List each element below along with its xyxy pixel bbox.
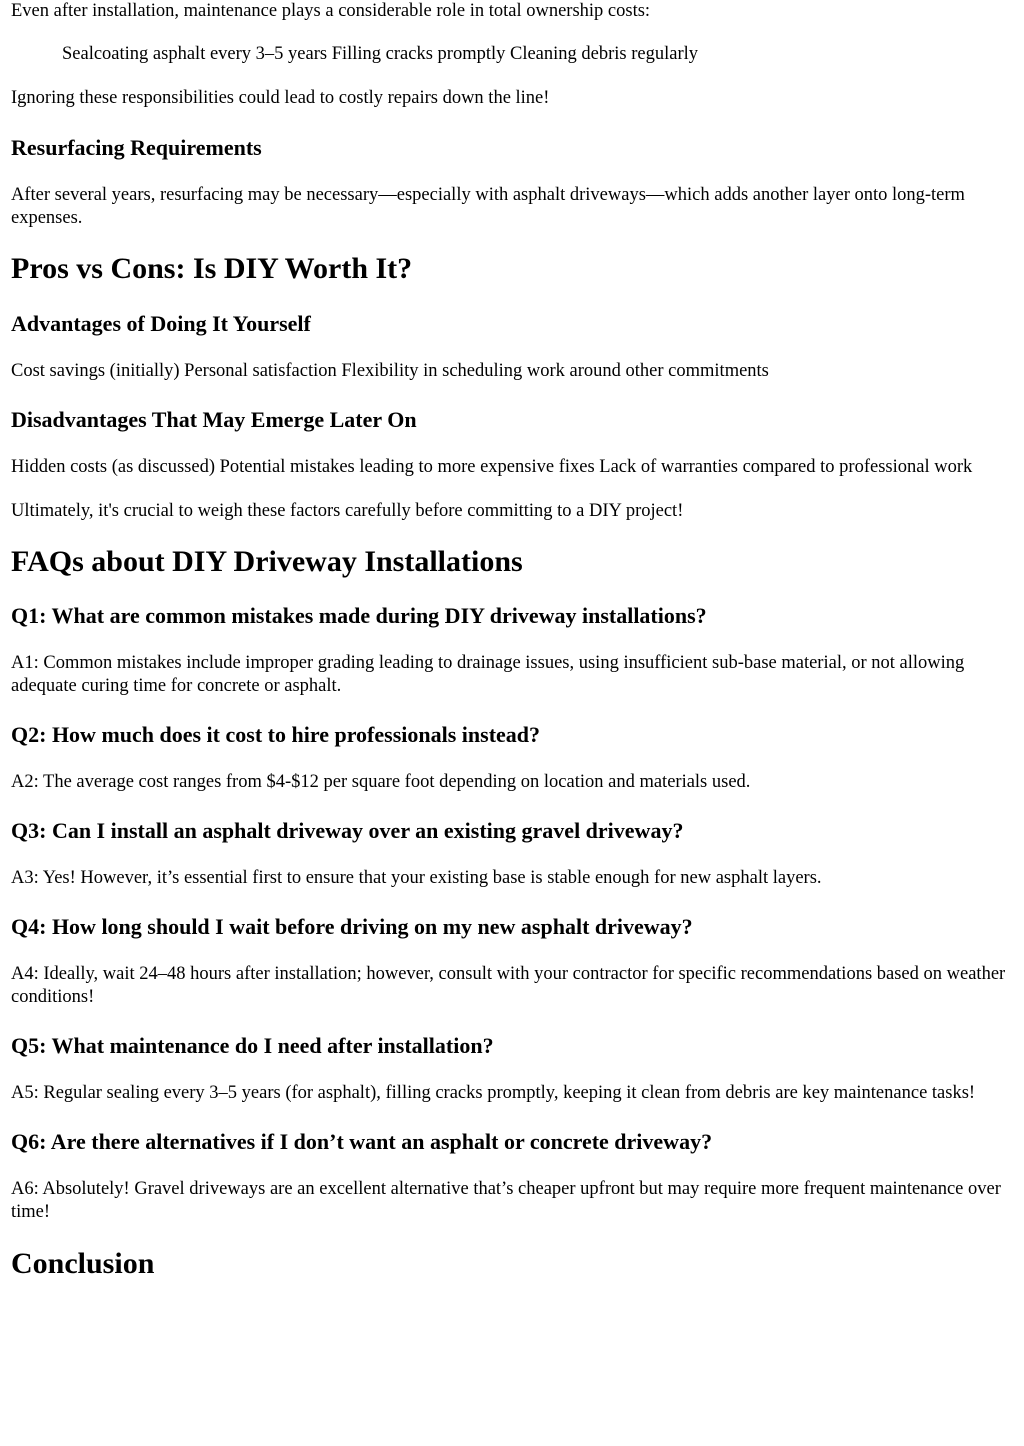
disadvantages-text: Hidden costs (as discussed) Potential mistakes leading to more expensive fixes Lack of warranties compared to professional work [11, 457, 973, 477]
resurfacing-body: After several years, resurfacing may be necessary—especially with asphalt driveways—which adds another layer onto long-term expenses. [11, 185, 965, 228]
faq-question: Q5: What maintenance do I need after installation? [11, 1033, 494, 1058]
maintenance-intro: Even after installation, maintenance plays a considerable role in total ownership costs: [11, 1, 651, 21]
faq-question: Q6: Are there alternatives if I don’t want an asphalt or concrete driveway? [11, 1129, 713, 1154]
faq-question: Q4: How long should I wait before driving on my new asphalt driveway? [11, 914, 693, 939]
faq-list [11, 602, 1013, 1224]
pros-cons-closing: Ultimately, it's crucial to weigh these factors carefully before committing to a DIY project! [11, 501, 684, 521]
faq-answer: A2: The average cost ranges from $4-$12 per square foot depending on location and materials used. [11, 772, 751, 792]
faq-question: Q2: How much does it cost to hire professionals instead? [11, 722, 541, 747]
disadvantages-heading: Disadvantages That May Emerge Later On [11, 407, 417, 432]
maintenance-list-text: Sealcoating asphalt every 3–5 years Filling cracks promptly Cleaning debris regularly [62, 44, 699, 64]
faq-answer: A1: Common mistakes include improper grading leading to drainage issues, using insufficient sub-base material, or not allowing adequate curing time for concrete or asphalt. [11, 653, 965, 696]
resurfacing-heading: Resurfacing Requirements [11, 135, 262, 160]
maintenance-list [11, 43, 1013, 66]
faqs-heading: FAQs about DIY Driveway Installations [11, 545, 523, 578]
faq-question: Q3: Can I install an asphalt driveway over an existing gravel driveway? [11, 818, 684, 843]
faq-answer: A4: Ideally, wait 24–48 hours after installation; however, consult with your contractor for specific recommendations based on weather conditions! [11, 964, 1006, 1007]
faq-answer: A5: Regular sealing every 3–5 years (for asphalt), filling cracks promptly, keeping it clean from debris are key maintenance tasks! [11, 1083, 976, 1103]
advantages-heading: Advantages of Doing It Yourself [11, 311, 311, 336]
advantages-text: Cost savings (initially) Personal satisfaction Flexibility in scheduling work around other commitments [11, 361, 769, 381]
maintenance-warning: Ignoring these responsibilities could lead to costly repairs down the line! [11, 88, 550, 108]
conclusion-heading: Conclusion [11, 1247, 155, 1280]
faq-answer: A3: Yes! However, it’s essential first to ensure that your existing base is stable enough for new asphalt layers. [11, 868, 822, 888]
pros-cons-heading: Pros vs Cons: Is DIY Worth It? [11, 252, 413, 285]
faq-answer: A6: Absolutely! Gravel driveways are an excellent alternative that’s cheaper upfront but may require more frequent maintenance over time! [11, 1179, 1001, 1222]
faq-question: Q1: What are common mistakes made during DIY driveway installations? [11, 603, 707, 628]
